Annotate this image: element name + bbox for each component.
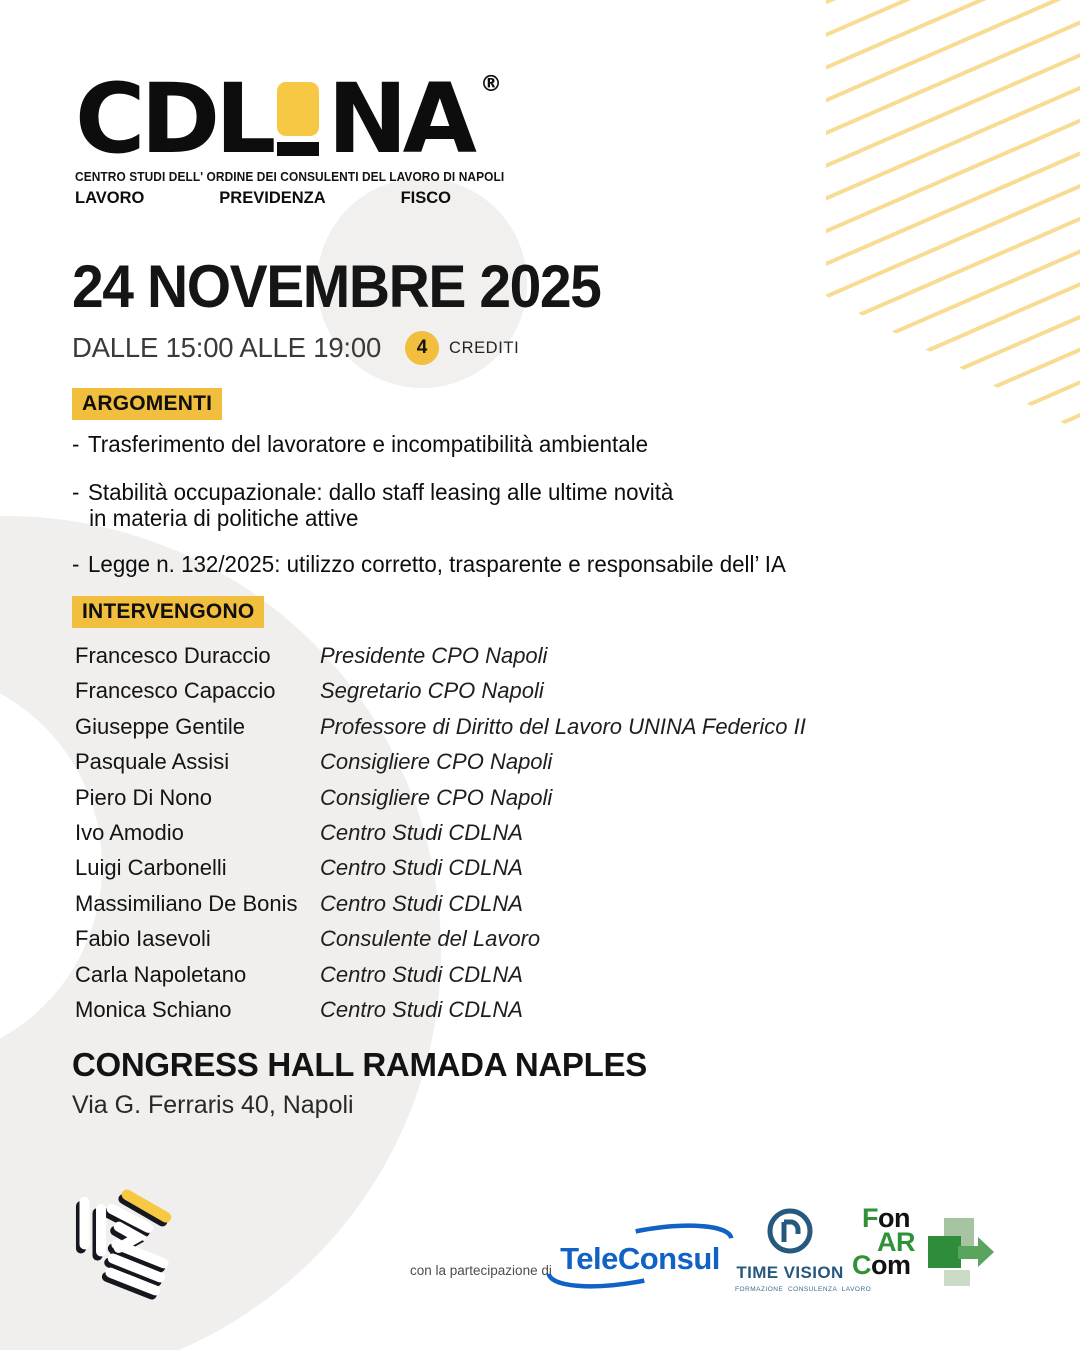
- venue-block: [72, 1046, 647, 1120]
- speaker-role: Centro Studi CDLNA: [320, 819, 523, 845]
- speaker-row: [75, 998, 806, 1022]
- speaker-row: [75, 750, 806, 774]
- speaker-row: [75, 644, 806, 668]
- speaker-name: Ivo Amodio: [75, 819, 184, 845]
- speaker-row: [75, 786, 806, 810]
- fonarcom-line-com: Com: [852, 1250, 911, 1280]
- speaker-name: Luigi Carbonelli: [75, 855, 227, 881]
- speaker-row: [75, 892, 806, 916]
- cdlna-wordmark: [75, 63, 537, 176]
- event-date: 24 NOVEMBRE 2025: [72, 253, 601, 320]
- wordmark-right: NA: [327, 63, 472, 176]
- venue-name: CONGRESS HALL RAMADA NAPLES: [72, 1046, 647, 1083]
- speaker-name: Francesco Duraccio: [75, 643, 271, 668]
- speaker-name: Pasquale Assisi: [75, 749, 230, 775]
- speaker-row: [75, 715, 806, 739]
- venue-address: Via G. Ferraris 40, Napoli: [72, 1091, 354, 1119]
- teleconsul-logo: [540, 1216, 740, 1296]
- fonarcom-logo: [852, 1203, 1002, 1302]
- speaker-row: [75, 679, 806, 703]
- event-time: DALLE 15:00 ALLE 19:00: [72, 332, 382, 363]
- speaker-role: Segretario CPO Napoli: [320, 678, 544, 704]
- fonarcom-arrow-icon: [978, 1237, 994, 1267]
- speaker-name: Carla Napoletano: [75, 961, 247, 987]
- diagonal-stripes-decoration: [826, 0, 1080, 436]
- speaker-role: Professore di Diritto del Lavoro UNINA Federico II: [320, 713, 806, 739]
- speaker-row: [75, 963, 806, 987]
- timevision-ring-icon: [735, 1206, 845, 1256]
- credits-badge: 4: [405, 331, 439, 365]
- topic-item: - Trasferimento del lavoratore e incompatibilità ambientale: [72, 431, 649, 457]
- cdlna-logo: [75, 63, 537, 208]
- speaker-role: Centro Studi CDLNA: [320, 855, 523, 881]
- wordmark-left: CDL: [75, 63, 272, 176]
- event-time-row: [72, 331, 628, 365]
- speakers-list: [75, 644, 806, 1033]
- fonarcom-line-fon: Fon: [862, 1203, 910, 1233]
- teleconsul-name: TeleConsul: [560, 1241, 720, 1276]
- speaker-role: Centro Studi CDLNA: [320, 996, 523, 1022]
- logo-pillars: [75, 189, 451, 208]
- topics-section-label: ARGOMENTI: [72, 388, 222, 420]
- speaker-name: Giuseppe Gentile: [75, 713, 245, 739]
- cdlna-mark-icon: [68, 1183, 186, 1301]
- speaker-name: Fabio Iasevoli: [75, 926, 211, 952]
- event-date-block: [72, 252, 628, 365]
- speaker-role: Consigliere CPO Napoli: [320, 784, 553, 810]
- topic-item: - Stabilità occupazionale: dallo staff leasing alle ultime novità in materia di politiche attive: [72, 478, 674, 531]
- topic-item: - Legge n. 132/2025: utilizzo corretto, trasparente e responsabile dell’ IA: [72, 550, 786, 577]
- speakers-section-label: INTERVENGONO: [72, 596, 264, 628]
- speaker-role: Consulente del Lavoro: [320, 926, 541, 952]
- speaker-name: Monica Schiano: [75, 996, 232, 1022]
- speaker-row: [75, 927, 806, 951]
- fonarcom-arrow-icon: [958, 1246, 978, 1259]
- speaker-name: Piero Di Nono: [75, 784, 212, 810]
- fonarcom-square-icon: [944, 1270, 970, 1286]
- pillar-lavoro: LAVORO: [75, 189, 145, 207]
- pillar-previdenza: PREVIDENZA: [219, 189, 326, 207]
- logo-yellow-square-icon: [277, 82, 319, 156]
- speaker-row: [75, 821, 806, 845]
- credits-label: CREDITI: [449, 338, 520, 357]
- pillar-fisco: FISCO: [400, 189, 451, 207]
- logo-subtitle: CENTRO STUDI DELL' ORDINE DEI CONSULENTI DEL LAVORO DI NAPOLI: [75, 169, 505, 184]
- speaker-role: Centro Studi CDLNA: [320, 961, 523, 987]
- speaker-name: Massimiliano De Bonis: [75, 890, 298, 916]
- participation-label: con la partecipazione di: [410, 1263, 552, 1278]
- fonarcom-line-ar: AR: [877, 1226, 915, 1257]
- timevision-tagline: FORMAZIONE CONSULENZA LAVORO: [735, 1286, 872, 1293]
- fonarcom-square-icon: [928, 1236, 961, 1268]
- speaker-row: [75, 856, 806, 880]
- speaker-role: Consigliere CPO Napoli: [320, 749, 553, 775]
- timevision-name: TIME VISION: [736, 1263, 844, 1282]
- timevision-logo: [735, 1206, 872, 1293]
- speaker-role: Centro Studi CDLNA: [320, 890, 523, 916]
- speaker-role: Presidente CPO Napoli: [320, 643, 548, 668]
- speaker-name: Francesco Capaccio: [75, 678, 276, 704]
- registered-trademark: ®: [479, 72, 502, 97]
- topics-list: [72, 431, 823, 577]
